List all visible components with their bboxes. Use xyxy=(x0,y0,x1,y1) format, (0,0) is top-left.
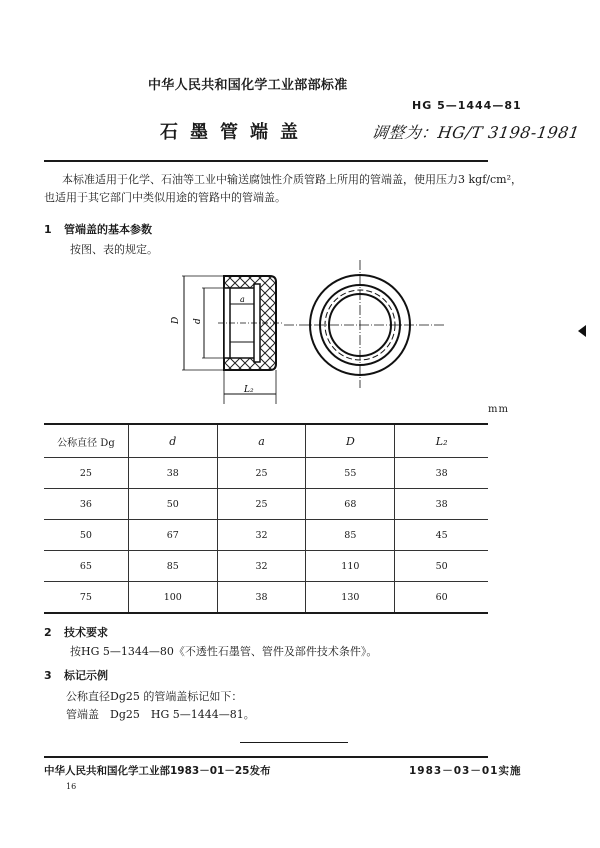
table-row xyxy=(44,520,488,551)
end-cap-drawing-icon xyxy=(160,258,460,408)
cell: 67 xyxy=(128,520,217,551)
cell: 38 xyxy=(128,458,217,489)
section-1-body: 按图、表的规定。 xyxy=(70,243,158,256)
col-header: a xyxy=(217,424,306,458)
section-number: 3 xyxy=(44,669,52,682)
cell: 75 xyxy=(79,591,92,603)
cell: 130 xyxy=(306,582,395,614)
cell: 38 xyxy=(395,458,488,489)
section-2-heading xyxy=(44,624,108,640)
section-number: 1 xyxy=(44,223,52,236)
section-1-heading xyxy=(44,221,152,237)
cell: 32 xyxy=(217,520,306,551)
cell: 60 xyxy=(395,582,488,614)
cell: 85 xyxy=(128,551,217,582)
section-number: 2 xyxy=(44,626,52,639)
parameter-table xyxy=(44,423,488,614)
cell: 32 xyxy=(217,551,306,582)
section-title: 技术要求 xyxy=(64,626,108,639)
cell: 50 xyxy=(79,529,92,541)
cell: 65 xyxy=(79,560,92,572)
cell: 68 xyxy=(306,489,395,520)
technical-drawing xyxy=(160,258,460,412)
table-header-row xyxy=(44,424,488,458)
cell: 25 xyxy=(79,467,92,479)
intro-line-2: 也适用于其它部门中类似用途的管路中的管端盖。 xyxy=(44,191,286,204)
cell: 85 xyxy=(306,520,395,551)
table-row xyxy=(44,458,488,489)
col-header: d xyxy=(128,424,217,458)
svg-text:L₂: L₂ xyxy=(244,385,254,395)
handwritten-note: 调整为：HG/T 3198-1981 xyxy=(370,123,581,142)
page-number: 16 xyxy=(66,782,77,791)
section-title: 管端盖的基本参数 xyxy=(64,223,152,236)
effective-date: 1983－03－01实施 xyxy=(409,765,522,777)
section-title: 标记示例 xyxy=(64,669,108,682)
cell: 38 xyxy=(395,489,488,520)
standard-number: HG 5—1444—81 xyxy=(412,99,522,112)
issuing-organization: 中华人民共和国化学工业部部标准 xyxy=(148,78,348,93)
issue-date: 中华人民共和国化学工业部1983－01－25发布 xyxy=(44,765,271,777)
table-row xyxy=(44,582,488,614)
cell: 50 xyxy=(128,489,217,520)
table-row xyxy=(44,489,488,520)
marking-example: 管端盖 Dg25 HG 5—1444—81。 xyxy=(66,708,255,721)
svg-text:a: a xyxy=(240,295,245,304)
cell: 36 xyxy=(79,498,92,510)
cell: 50 xyxy=(395,551,488,582)
cell: 55 xyxy=(306,458,395,489)
intro-line-1: 本标准适用于化学、石油等工业中输送腐蚀性介质管路上所用的管端盖，使用压力3 kgf/cm²， xyxy=(62,173,522,186)
unit-label: mm xyxy=(488,404,509,415)
svg-text:d: d xyxy=(193,318,203,324)
table-row xyxy=(44,551,488,582)
cell: 25 xyxy=(217,489,306,520)
cell: 25 xyxy=(217,458,306,489)
cell: 45 xyxy=(395,520,488,551)
page-edge-marker-icon xyxy=(578,325,586,337)
col-header: D xyxy=(306,424,395,458)
section-3-heading xyxy=(44,667,108,683)
svg-text:D: D xyxy=(171,316,181,324)
cell: 110 xyxy=(306,551,395,582)
section-3-body xyxy=(66,688,255,724)
document-title: 石墨管端盖 xyxy=(160,122,310,143)
end-rule xyxy=(240,742,348,743)
col-header: 公称直径 Dg xyxy=(57,437,115,449)
cell: 38 xyxy=(217,582,306,614)
marking-example-intro: 公称直径Dg25 的管端盖标记如下： xyxy=(66,690,243,703)
footer-rule xyxy=(44,756,488,758)
cell: 100 xyxy=(128,582,217,614)
header-rule xyxy=(44,160,488,162)
col-header: L₂ xyxy=(395,424,488,458)
section-2-body: 按HG 5—1344—80《不透性石墨管、管件及部件技术条件》。 xyxy=(70,645,378,658)
